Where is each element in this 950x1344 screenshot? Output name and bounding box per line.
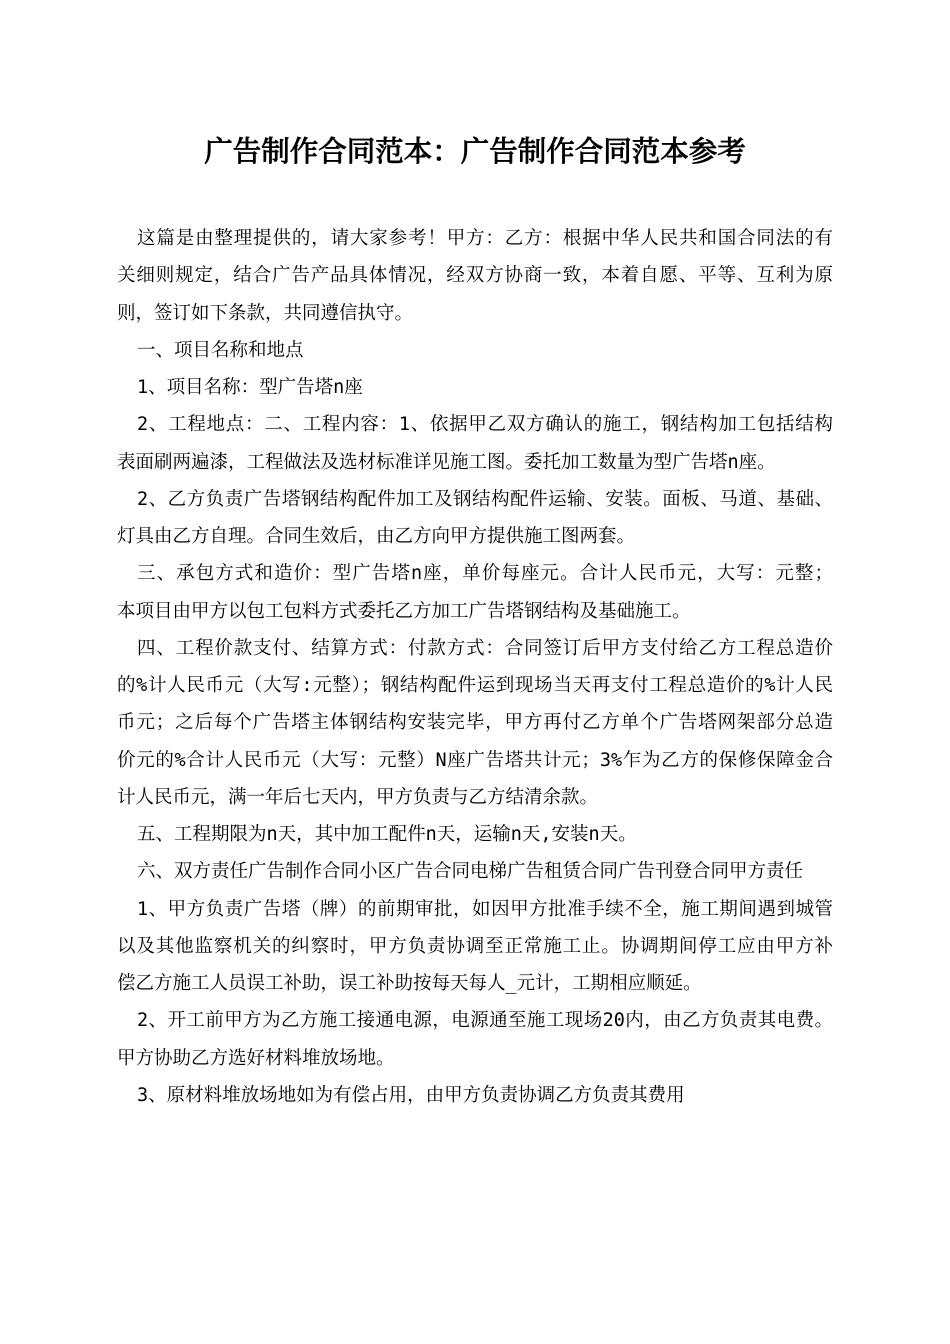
section-heading-1 xyxy=(117,332,833,369)
text-line: 三、承包方式和造价：型广告塔n座，单价每座元。合计人民币元，大写：元整； xyxy=(137,563,833,585)
text-line: 2、工程地点：二、工程内容：1、依据甲乙双方确认的施工，钢结构加工包括结构 xyxy=(137,414,833,436)
text-line: 偿乙方施工人员误工补助，误工补助按每天每人_元计，工期相应顺延。 xyxy=(117,973,702,994)
text-line: 甲方协助乙方选好材料堆放场地。 xyxy=(117,1047,395,1069)
text-line: 五、工程期限为n天，其中加工配件n天，运输n天,安装n天。 xyxy=(137,824,637,845)
text-line: 计人民币元，满一年后七天内，甲方负责与乙方结清余款。 xyxy=(117,786,599,808)
text-line: 以及其他监察机关的纠察时，甲方负责协调至正常施工止。协调期间停工应由甲方补 xyxy=(117,935,833,957)
paragraph-power-supply xyxy=(117,1002,833,1077)
text-line: 关细则规定，结合广告产品具体情况，经双方协商一致，本着自愿、平等、互利为原 xyxy=(117,265,833,287)
text-line: 的%计人民币元（大写:元整）；钢结构配件运到现场当天再支付工程总造价的%计人民 xyxy=(117,675,833,696)
text-line: 2、乙方负责广告塔钢结构配件加工及钢结构配件运输、安装。面板、马道、基础、 xyxy=(137,488,833,510)
paragraph-project-location xyxy=(117,406,833,481)
paragraph-material-storage xyxy=(117,1077,833,1114)
text-line: 本项目由甲方以包工包料方式委托乙方加工广告塔钢结构及基础施工。 xyxy=(117,600,691,622)
text-line: 四、工程价款支付、结算方式：付款方式：合同签订后甲方支付给乙方工程总造价 xyxy=(137,637,833,659)
text-line: 1、项目名称：型广告塔n座 xyxy=(137,377,363,398)
text-line: 价元的%合计人民币元（大写：元整）N座广告塔共计元；3%乍为乙方的保修保障金合 xyxy=(117,749,833,771)
text-line: 灯具由乙方自理。合同生效后，由乙方向甲方提供施工图两套。 xyxy=(117,526,636,547)
text-line: 1、甲方负责广告塔（牌）的前期审批，如因甲方批准手续不全，施工期间遇到城管 xyxy=(137,898,833,920)
paragraph-intro xyxy=(117,220,833,332)
paragraph-project-name xyxy=(117,369,833,406)
document-title: 广告制作合同范本：广告制作合同范本参考 xyxy=(204,135,746,168)
document-body xyxy=(117,220,833,1114)
paragraph-party-a-approval xyxy=(117,891,833,1003)
text-line: 币元；之后每个广告塔主体钢结构安装完毕，甲方再付乙方单个广告塔网架部分总造 xyxy=(117,712,833,734)
text-line: 则，签订如下条款，共同遵信执守。 xyxy=(117,302,414,324)
paragraph-schedule xyxy=(117,816,833,853)
text-line: 3、原材料堆放场地如为有偿占用，由甲方负责协调乙方负责其费用 xyxy=(137,1084,685,1106)
paragraph-contract-price xyxy=(117,555,833,630)
paragraph-payment xyxy=(117,630,833,816)
text-line: 2、开工前甲方为乙方施工接通电源，电源通至施工现场20内，由乙方负责其电费。 xyxy=(137,1010,833,1032)
text-line: 表面刷两遍漆，工程做法及选材标准详见施工图。委托加工数量为型广告塔n座。 xyxy=(117,451,776,473)
text-line: 这篇是由整理提供的，请大家参考！甲方：乙方：根据中华人民共和国合同法的有 xyxy=(137,228,833,249)
paragraph-party-b-duty xyxy=(117,481,833,556)
text-line: 六、双方责任广告制作合同小区广告合同电梯广告租赁合同广告刊登合同甲方责任 xyxy=(137,861,804,883)
paragraph-responsibilities xyxy=(117,853,833,890)
text-line: 一、项目名称和地点 xyxy=(137,339,304,361)
